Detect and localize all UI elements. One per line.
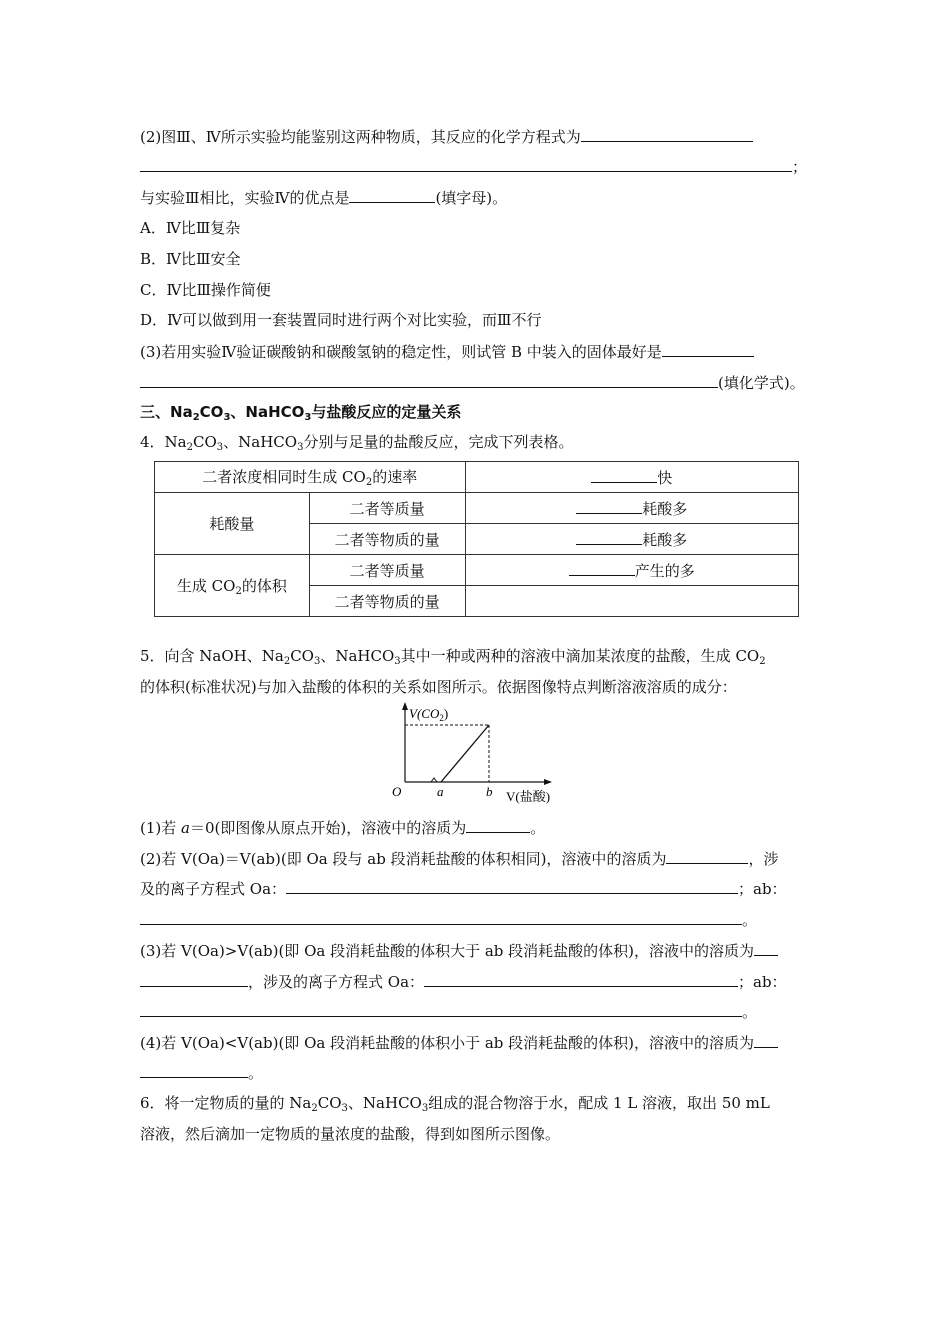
table-cell: 耗酸多: [465, 493, 799, 524]
q2-option-c: C．Ⅳ比Ⅲ操作简便: [140, 281, 271, 299]
answer-blank[interactable]: [754, 1032, 778, 1048]
comparison-table: [154, 461, 799, 617]
answer-blank[interactable]: [140, 1062, 248, 1078]
table-cell: 耗酸量: [155, 493, 310, 555]
answer-blank[interactable]: [581, 126, 753, 142]
answer-blank[interactable]: [140, 1001, 742, 1017]
q4-intro: 4．$Na_2CO_3$、NaHCO$_3$分别与足量的盐酸反应，完成下列表格。: [140, 433, 574, 453]
q2-option-d: D．Ⅳ可以做到用一套装置同时进行两个对比实验，而Ⅲ不行: [140, 311, 542, 329]
table-cell: 耗酸多: [465, 524, 799, 555]
table-row: [155, 493, 799, 524]
x-axis-label: V(盐酸): [506, 789, 551, 804]
answer-blank[interactable]: [424, 971, 738, 987]
q5-p3-line1: (3)若 V(Oa)>V(ab)(即 Oa 段消耗盐酸的体积大于 ab 段消耗盐酸的体积)，溶液中的溶质为: [140, 940, 778, 961]
q5-p1: (1)若 a＝0(即图像从原点开始)，溶液中的溶质为 。: [140, 819, 546, 837]
q2-option-a: A．Ⅳ比Ⅲ复杂: [140, 219, 241, 237]
q5-p2-line2: 及的离子方程式 Oa： ；ab：: [140, 880, 787, 898]
table-cell: 二者浓度相同时生成 $CO_2$的速率: [155, 462, 466, 493]
q5-p2-line1: (2)若 V(Oa)＝V(ab)(即 Oa 段与 ab 段消耗盐酸的体积相同)，溶液中的溶质为 ，涉: [140, 850, 779, 868]
q5-p3-line2: ，涉及的离子方程式 Oa： ；ab：: [140, 971, 787, 992]
table-cell: 产生的多: [465, 555, 799, 586]
answer-blank[interactable]: [569, 560, 635, 576]
x-axis-arrow: [544, 779, 552, 785]
co2-volume-graph: [392, 700, 705, 810]
q6-line2: 溶液，然后滴加一定物质的量浓度的盐酸，得到如图所示图像。: [140, 1125, 561, 1143]
q5-line2: 的体积(标准状况)与加入盐酸的体积的关系如图所示。依据图像特点判断溶液溶质的成分：: [140, 678, 737, 696]
a-label: a: [437, 784, 444, 799]
answer-blank[interactable]: [754, 940, 778, 956]
table-row: [155, 555, 799, 586]
answer-blank[interactable]: [140, 971, 248, 987]
y-axis-label: $V(CO_2)$: [409, 706, 449, 723]
q5-p4-line1: (4)若 V(Oa)<V(ab)(即 Oa 段消耗盐酸的体积小于 ab 段消耗盐酸的体积)，溶液中的溶质为: [140, 1032, 778, 1053]
answer-blank[interactable]: [662, 341, 754, 357]
q5-p4-line2: 。: [140, 1062, 263, 1083]
q3-line2: (填化学式)。: [140, 372, 805, 393]
q2-line1: (2)图Ⅲ、Ⅳ所示实验均能鉴别这两种物质，其反应的化学方程式为: [140, 126, 753, 147]
origin-label: O: [392, 784, 402, 799]
q3-line1: (3)若用实验Ⅳ验证碳酸钠和碳酸氢钠的稳定性，则试管 B 中装入的固体最好是: [140, 341, 754, 362]
answer-blank[interactable]: [140, 909, 742, 925]
answer-blank[interactable]: [140, 156, 792, 172]
table-cell[interactable]: [465, 586, 799, 617]
table-cell: 二者等物质的量: [309, 524, 465, 555]
answer-blank[interactable]: [466, 817, 530, 833]
table-cell: 二者等物质的量: [309, 586, 465, 617]
answer-blank[interactable]: [286, 878, 738, 894]
co2-line: [441, 725, 489, 782]
b-label: b: [486, 784, 493, 799]
answer-blank[interactable]: [666, 848, 748, 864]
section-heading: 三、$Na_2CO_3$、NaHCO$_3$与盐酸反应的定量关系: [140, 403, 462, 423]
answer-blank[interactable]: [576, 498, 642, 514]
answer-blank[interactable]: [591, 467, 657, 483]
table-cell: 二者等质量: [309, 555, 465, 586]
q5-p2-line3: 。: [140, 909, 757, 930]
q6-line1: 6．将一定物质的量的 $Na_2CO_3$、NaHCO$_3$组成的混合物溶于水，配成 1 L 溶液，取出 50 mL: [140, 1094, 770, 1114]
q2-line2: ；: [140, 156, 807, 177]
q2-line3: 与实验Ⅲ相比，实验Ⅳ的优点是 (填字母)。: [140, 189, 508, 207]
q2-option-b: B．Ⅳ比Ⅲ安全: [140, 250, 241, 268]
answer-blank[interactable]: [349, 187, 435, 203]
table-cell: 生成 $CO_2$的体积: [155, 555, 310, 617]
table-row: [155, 462, 799, 493]
y-axis-arrow: [402, 702, 408, 710]
q5-line1: 5．向含 NaOH、$Na_2CO_3$、NaHCO$_3$其中一种或两种的溶液中滴加某浓度的盐酸，生成 $CO_2$: [140, 647, 766, 667]
q5-p3-line3: 。: [140, 1001, 757, 1022]
answer-blank[interactable]: [576, 529, 642, 545]
answer-blank[interactable]: [140, 372, 718, 388]
table-cell: 快: [465, 462, 799, 493]
table-cell: 二者等质量: [309, 493, 465, 524]
